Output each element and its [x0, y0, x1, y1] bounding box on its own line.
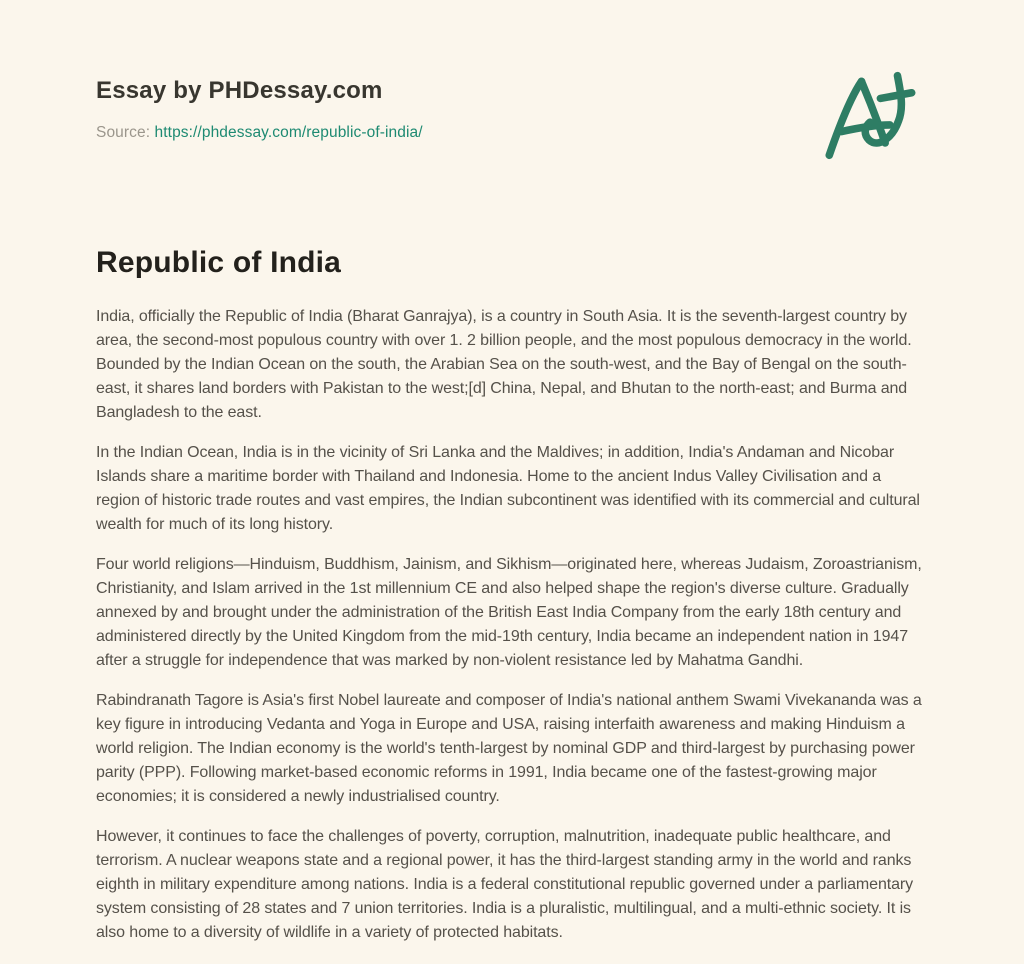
page-title: Republic of India: [96, 246, 342, 279]
page-header: [96, 76, 926, 160]
source-label: Source:: [96, 124, 151, 141]
article-paragraph: India, officially the Republic of India (Bharat Ganrajya), is a country in South Asia. It is the seventh-largest country by area, the second-most populous country with over 1. 2 billion people, and the most populous democracy in the world. Bounded by the Indian Ocean on the south, the Arabian Sea on the south-west, and the Bay of Bengal on the south-east, it shares land borders with Pakistan to the west;[d] China, Nepal, and Bhutan to the north-east; and Burma and Bangladesh to the east.: [96, 308, 912, 421]
header-text-block: [96, 76, 423, 142]
article-paragraph: However, it continues to face the challenges of poverty, corruption, malnutrition, inadequate public healthcare, and terrorism. A nuclear weapons state and a regional power, it has the third-largest standing army in the world and ranks eighth in military expenditure among nations. India is a federal constitutional republic governed under a parliamentary system consisting of 28 states and 7 union territories. India is a pluralistic, multilingual, and a multi-ethnic society. It is also home to a diversity of wildlife in a variety of protected habitats.: [96, 828, 914, 941]
essay-byline: Essay by PHDessay.com: [96, 77, 383, 104]
source-link[interactable]: https://phdessay.com/republic-of-india/: [154, 124, 423, 141]
article-paragraph: Four world religions—Hinduism, Buddhism, Jainism, and Sikhism—originated here, whereas Judaism, Zoroastrianism, Christianity, and Islam arrived in the 1st millennium CE and also helped shape the region's diverse culture. Gradually annexed by and brought under the administration of the British East India Company from the early 18th century and administered directly by the United Kingdom from the mid-19th century, India became an independent nation in 1947 after a struggle for independence that was marked by non-violent resistance led by Mahatma Gandhi.: [96, 556, 922, 669]
essay-body: [96, 305, 926, 945]
phdessay-a-plus-logo-icon: [822, 70, 918, 160]
source-line: [96, 123, 423, 142]
article-paragraph: In the Indian Ocean, India is in the vicinity of Sri Lanka and the Maldives; in addition, India's Andaman and Nicobar Islands share a maritime border with Thailand and Indonesia. Home to the ancient Indus Valley Civilisation and a region of historic trade routes and vast empires, the Indian subcontinent was identified with its commercial and cultural wealth for much of its long history.: [96, 444, 920, 533]
article-paragraph: Rabindranath Tagore is Asia's first Nobel laureate and composer of India's national anthem Swami Vivekananda was a key figure in introducing Vedanta and Yoga in Europe and USA, raising interfaith awareness and making Hinduism a world religion. The Indian economy is the world's tenth-largest by nominal GDP and third-largest by purchasing power parity (PPP). Following market-based economic reforms in 1991, India became one of the fastest-growing major economies; it is considered a newly industrialised country.: [96, 692, 922, 805]
